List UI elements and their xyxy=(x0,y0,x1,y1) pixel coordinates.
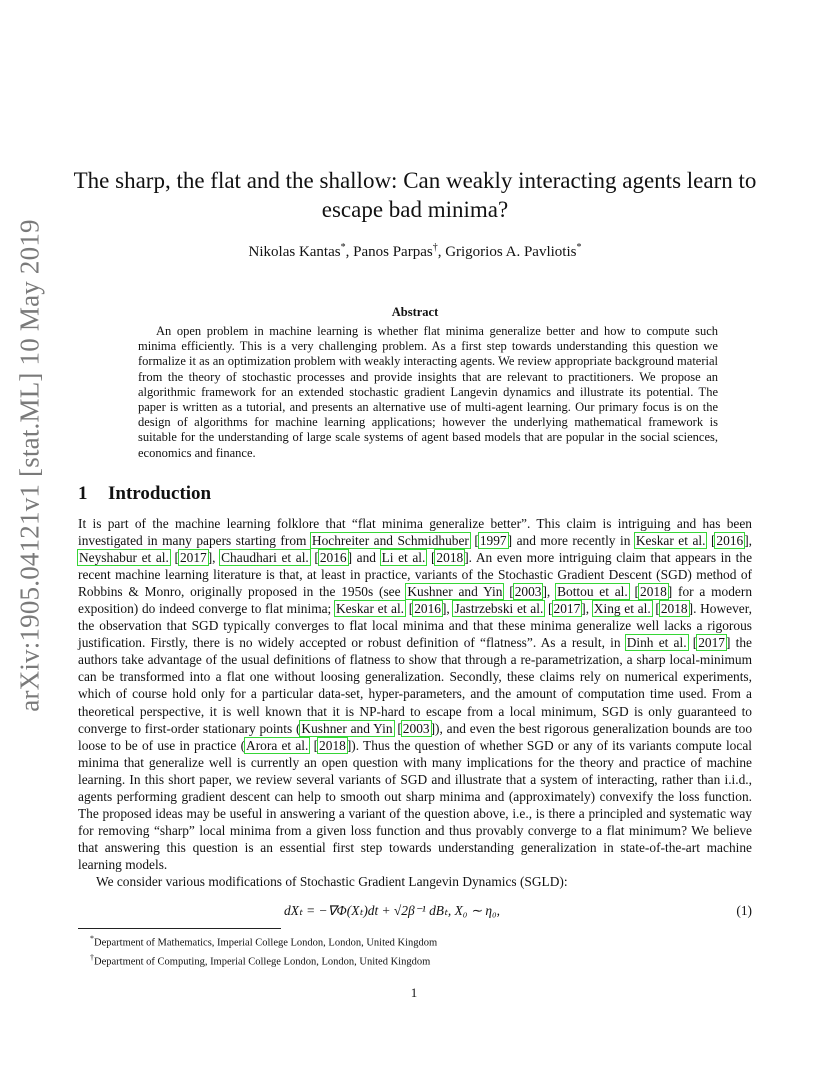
footnote: *Department of Mathematics, Imperial College London, London, United Kingdom xyxy=(90,934,438,949)
citation-link[interactable]: Arora et al. xyxy=(246,737,309,753)
equation-expression: dXₜ = −∇Φ(Xₜ)dt + √2β⁻¹ dBₜ, X₀ ∼ η₀, xyxy=(284,903,500,918)
citation-link[interactable]: Keskar et al. xyxy=(635,533,706,549)
abstract-text: An open problem in machine learning is whether flat minima generalize better and how to compute such minima efficiently. This is a very challenging problem. As a first step towards understanding this question we formalize it as an optimization problem with weakly interacting agents. We review appropriate background material from the theory of stochastic processes and provide insights that are relevant to practitioners. We propose an algorithmic framework for an extended stochastic gradient Langevin dynamics and illustrate its potential. The paper is written as a tutorial, and presents an alternative use of multi-agent learning. Our primary focus is on the design of algorithms for machine learning applications; however the underlying mathematical framework is suitable for the understanding of large scale systems of agent based models that are popular in the social sciences, economics and finance. xyxy=(138,324,718,460)
equation-number: (1) xyxy=(736,903,752,918)
citation-link[interactable]: 2018 xyxy=(319,737,346,753)
citation-link[interactable]: Chaudhari et al. xyxy=(221,550,309,566)
author-name: Nikolas Kantas xyxy=(248,244,341,260)
citation-link[interactable]: 2017 xyxy=(553,601,581,617)
equation-1 xyxy=(78,903,752,923)
citation-link[interactable]: Xing et al. xyxy=(593,601,651,617)
author-name: Panos Parpas xyxy=(353,244,433,260)
citation-link[interactable]: Jastrzebski et al. xyxy=(454,601,544,617)
citation-link[interactable]: 2003 xyxy=(402,720,430,736)
citation-link[interactable]: 2016 xyxy=(414,601,441,617)
footnotes xyxy=(90,932,437,970)
section-title: Introduction xyxy=(108,483,212,504)
citation-link[interactable]: 2016 xyxy=(319,550,347,566)
author-list: Nikolas Kantas*, Panos Parpas†, Grigorios A. Pavliotis* xyxy=(248,242,582,260)
citation-link[interactable]: 1997 xyxy=(479,533,507,549)
citation-link[interactable]: 2018 xyxy=(640,584,667,600)
citation-link[interactable]: Kushner and Yin xyxy=(301,720,393,736)
citation-link[interactable]: 2018 xyxy=(436,550,464,566)
introduction-body xyxy=(78,515,752,890)
author-mark: * xyxy=(576,242,582,253)
footnote-divider xyxy=(78,928,281,929)
citation-link[interactable]: 2018 xyxy=(660,601,688,617)
citation-link[interactable]: Neyshabur et al. xyxy=(79,550,169,566)
author-mark: † xyxy=(432,242,438,253)
arxiv-stamp xyxy=(6,218,54,712)
author-name: Grigorios A. Pavliotis xyxy=(445,244,577,260)
citation-link[interactable]: Keskar et al. xyxy=(336,601,405,617)
abstract-heading: Abstract xyxy=(391,305,439,319)
section-number: 1 xyxy=(78,483,88,504)
citation-link[interactable]: 2016 xyxy=(716,533,744,549)
intro-paragraph: We consider various modifications of Stochastic Gradient Langevin Dynamics (SGLD): xyxy=(96,873,568,889)
citation-link[interactable]: 2017 xyxy=(179,550,207,566)
citation-link[interactable]: Hochreiter and Schmidhuber xyxy=(311,533,469,549)
citation-link[interactable]: 2003 xyxy=(514,584,542,600)
citation-link[interactable]: 2017 xyxy=(698,635,725,651)
citation-link[interactable]: Bottou et al. xyxy=(557,584,628,600)
footnote: †Department of Computing, Imperial College London, London, United Kingdom xyxy=(90,953,431,968)
citation-link[interactable]: Li et al. xyxy=(381,550,426,566)
paper-title: The sharp, the flat and the shallow: Can weakly interacting agents learn to escape bad minima? xyxy=(73,168,757,222)
intro-paragraph: It is part of the machine learning folklore that “flat minima generalize better”. This claim is intriguing and has been investigated in many papers starting from Hochreiter and Schmidhuber [1997] and more recently in Keskar et al. [2016], Neyshabur et al. [2017], Chaudhari et al. [2016] and Li et al. [2018]. An even more intriguing claim that appears in the recent machine learning literature is that, at least in practice, variants of the Stochastic Gradient Descent (SGD) method of Robbins & Monro, originally proposed in the 1950s (see Kushner and Yin [2003], Bottou et al. [2018] for a modern exposition) do indeed converge to flat minima; Keskar et al. [2016], Jastrzebski et al. [2017], Xing et al. [2018]. However, the observation that SGD typically converges to flat local minima and that these minima generalize well lacks a rigorous justification. Firstly, there is no widely accepted or robust definition of “flatness”. As a result, in Dinh et al. [2017] the authors take advantage of the usual definitions of flatness to show that through a re-parametrization, a sharp local-minimum can be transformed into a flat one without loosing generalization. Secondly, these claims rely on numerical experiments, which of course hold only for a particular data-set, hyper-parameters, and the amount of computation time used. From a theoretical perspective, it is well known that it is NP-hard to escape from a local minimum, SGD is only guaranteed to converge to first-order stationary points (Kushner and Yin [2003]), and even the best rigorous generalization bounds are too loose to be of use in practice (Arora et al. [2018]). Thus the question of whether SGD or any of its variants compute local minima that generalize well is currently an open question with many implications for the theory and practice of machine learning. In this short paper, we review several variants of SGD and illustrate that a system of interacting, rather than i.i.d., agents performing gradient descent can help to smooth out sharp minima and (approximately) convexify the loss function. The proposed ideas may be useful in answering a variant of the question above, i.e., is there a principled and systematic way for removing “sharp” local minima from a given loss function and thus provably converge to a flat minimum? We believe that answering this question is an essential first step towards understanding generalization in state-of-the-art machine learning models. xyxy=(78,516,753,872)
arxiv-stamp-text: arXiv:1905.04121v1 [stat.ML] 10 May 2019 xyxy=(14,218,45,712)
author-mark: * xyxy=(340,242,346,253)
section-heading xyxy=(78,483,211,505)
citation-link[interactable]: Dinh et al. xyxy=(626,635,687,651)
page-number: 1 xyxy=(410,985,418,1000)
citation-link[interactable]: Kushner and Yin xyxy=(407,584,503,600)
